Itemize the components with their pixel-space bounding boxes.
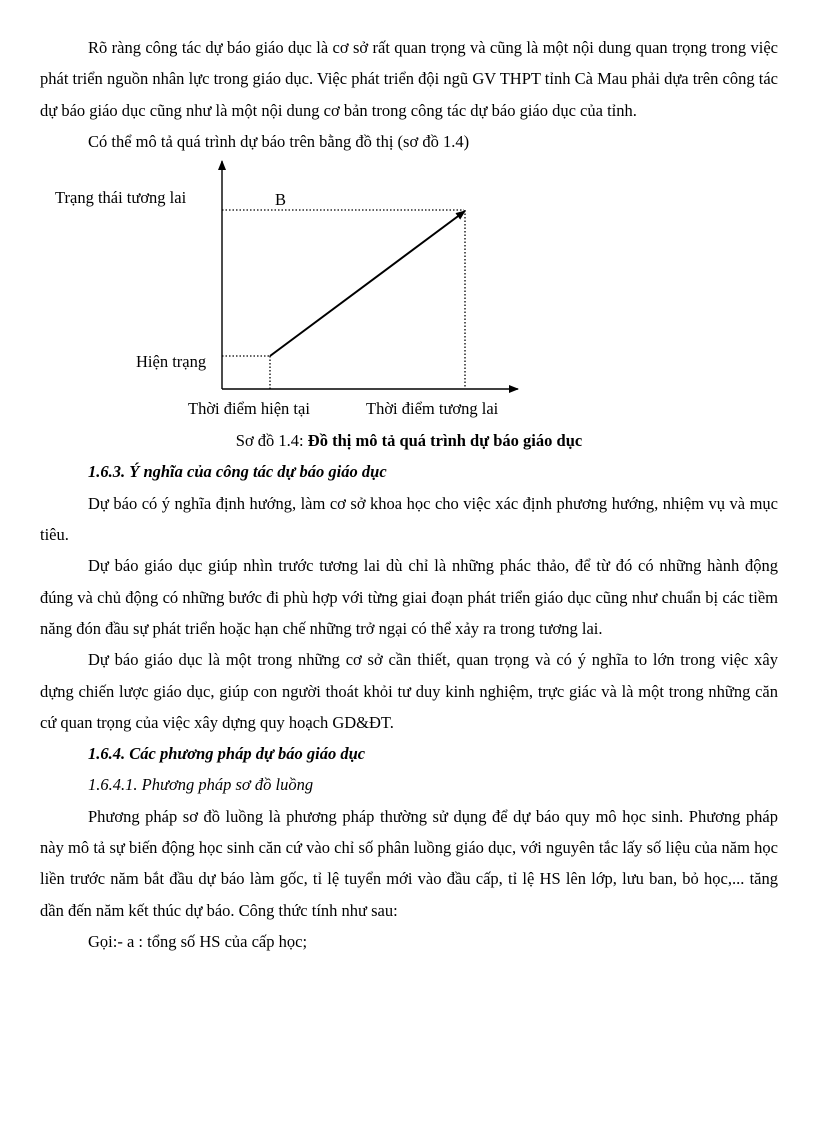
section-1-6-3-title: 1.6.3. Ý nghĩa của công tác dự báo giáo dục bbox=[88, 462, 387, 482]
section-1-6-4-1-title: 1.6.4.1. Phương pháp sơ đồ luồng bbox=[88, 775, 314, 795]
future-time-label: Thời điểm tương lai bbox=[366, 399, 499, 419]
caption-title: Đồ thị mô tả quá trình dự báo giáo dục bbox=[307, 431, 583, 451]
section-1-6-4-title: 1.6.4. Các phương pháp dự báo giáo dục bbox=[88, 744, 366, 764]
section-1-6-4-paragraph-2: Gọi:- a : tổng số HS của cấp học; bbox=[88, 931, 308, 951]
current-state-label: Hiện trạng bbox=[136, 352, 207, 372]
forecast-diagram bbox=[40, 157, 778, 427]
caption-prefix: Sơ đồ 1.4: bbox=[235, 431, 308, 451]
diagram-caption bbox=[40, 425, 778, 456]
intro-paragraph-2: Có thể mô tả quá trình dự báo trên bằng đồ thị (sơ đồ 1.4) bbox=[88, 131, 470, 151]
section-1-6-4-paragraph-1: Phương pháp sơ đồ luồng là phương pháp thường sử dụng để dự báo quy mô học sinh. Phương pháp này mô tả sự biến động học sinh căn cứ vào chỉ số phân luồng giáo dục, với nguyên tắc lấy số liệu của năm học liền trước năm bắt đầu dự báo làm gốc, tỉ lệ tuyển mới vào đầu cấp, tỉ lệ HS lên lớp, lưu ban, bỏ học,... tăng dần đến năm kết thúc dự báo. Công thức tính như sau: bbox=[40, 806, 778, 920]
section-1-6-3-paragraph-3: Dự báo giáo dục là một trong những cơ sở cần thiết, quan trọng và có ý nghĩa to lớn trong việc xây dựng chiến lược giáo dục, giúp con người thoát khỏi tư duy kinh nghiệm, trực giác và là một trong những căn cứ quan trọng của việc xây dựng quy hoạch GD&ĐT. bbox=[40, 650, 778, 732]
intro-paragraph-1: Rõ ràng công tác dự báo giáo dục là cơ sở rất quan trọng và cũng là một nội dung quan trọng trong việc phát triển nguồn nhân lực trong giáo dục. Việc phát triển đội ngũ GV THPT tỉnh Cà Mau phải dựa trên công tác dự báo giáo dục cũng như là một nội dung cơ bản trong công tác dự báo giáo dục của tỉnh. bbox=[40, 38, 778, 120]
current-time-label: Thời điểm hiện tại bbox=[188, 399, 310, 419]
forecast-arrow bbox=[270, 211, 465, 356]
document-page bbox=[40, 32, 778, 957]
future-state-label: Trạng thái tương lai bbox=[55, 188, 187, 208]
point-b-label: B bbox=[275, 190, 287, 210]
section-1-6-3-paragraph-1: Dự báo có ý nghĩa định hướng, làm cơ sở khoa học cho việc xác định phương hướng, nhiệm vụ và mục tiêu. bbox=[40, 493, 778, 545]
section-1-6-3-paragraph-2: Dự báo giáo dục giúp nhìn trước tương lai dù chỉ là những phác thảo, để từ đó có những hành động đúng và chủ động có những bước đi phù hợp với từng giai đoạn phát triển giáo dục cũng như chuẩn bị các tiềm năng đón đầu sự phát triển hoặc hạn chế những trở ngại có thể xảy ra trong tương lai. bbox=[40, 556, 778, 638]
